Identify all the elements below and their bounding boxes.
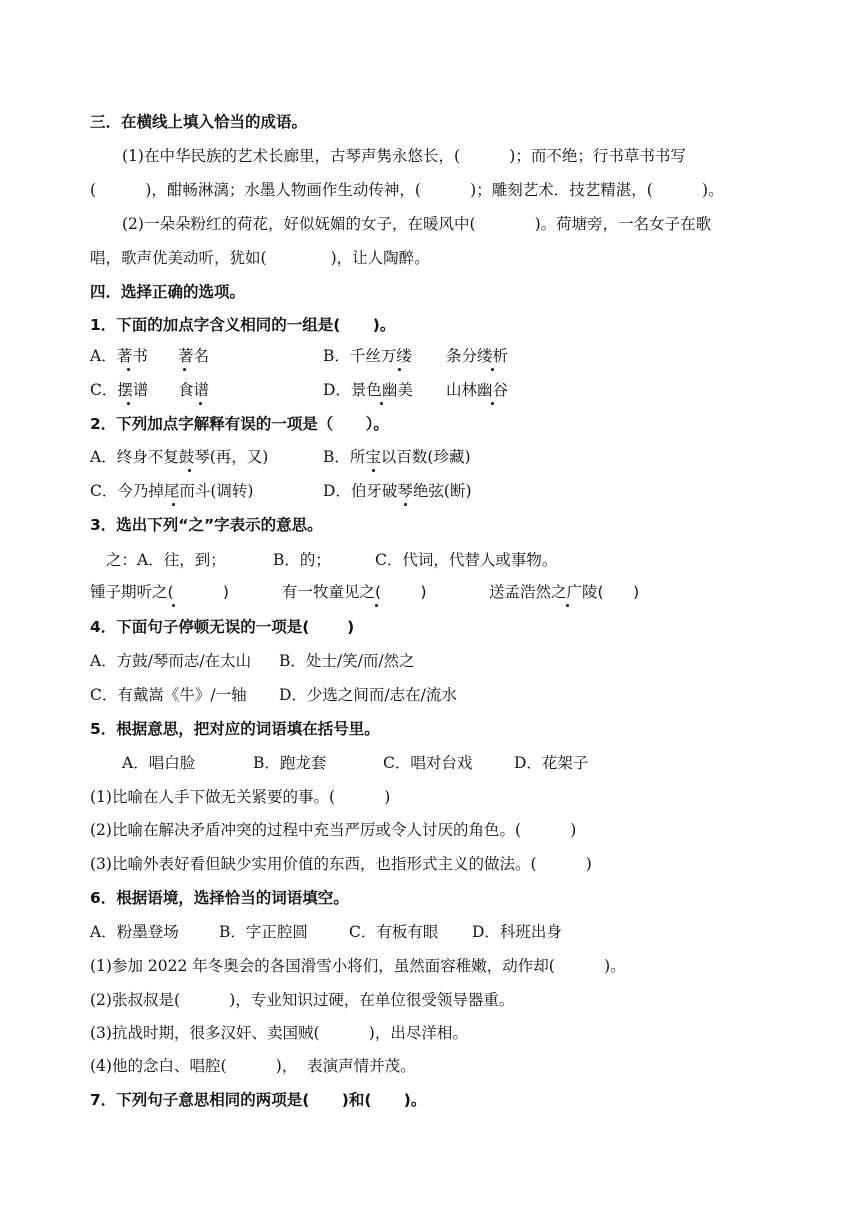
q6-item-2: (2)张叔叔是( )，专业知识过硬，在单位很受领导器重。	[90, 991, 515, 1009]
q6-item-4: (4)他的念白、唱腔( )， 表演声情并茂。	[90, 1057, 416, 1075]
q4-option-a: A．方鼓/琴而志/在太山	[90, 652, 252, 670]
q2-option-a: A．终身不复鼓琴(再，又)	[90, 448, 269, 466]
question-6-stem: 6．根据语境，选择恰当的词语填空。	[90, 889, 349, 907]
emphasis-dot	[188, 465, 191, 468]
q1-option-a-word-2: 著名	[178, 347, 210, 365]
q6-option-a: A．粉墨登场	[90, 923, 179, 941]
q4-option-b: B．处士/笑/而/然之	[279, 652, 415, 670]
q6-option-c: C．有板有眼	[349, 923, 439, 941]
emphasis-dot	[172, 600, 175, 603]
q3-sentence-3: 送孟浩然之广陵( )	[489, 583, 640, 601]
q1-option-c-word-2: 食谱	[178, 381, 210, 399]
q1-option-a-word-1	[90, 346, 148, 366]
section-4-heading: 四．选择正确的选项。	[90, 283, 246, 301]
q3-sentence-2: 有一牧童见之( )	[282, 583, 427, 601]
q6-item-3: (3)抗战时期，很多汉奸、卖国贼( )，出尽洋相。	[90, 1024, 468, 1042]
section-3-paragraph-2-line-1: (2)一朵朵粉红的荷花，好似妩媚的女子，在暖风中( )。荷塘旁，一名女子在歌	[122, 215, 712, 233]
q5-option-a: A．唱白脸	[122, 754, 196, 772]
emphasis-dot	[199, 398, 202, 401]
question-7-stem: 7．下列句子意思相同的两项是( )和( )。	[90, 1091, 427, 1109]
q1-option-c-word-1: C．摆谱	[90, 381, 149, 399]
q5-item-3: (3)比喻外表好看但缺少实用价值的东西，也指形式主义的做法。( )	[90, 855, 592, 873]
section-3-heading: 三．在横线上填入恰当的成语。	[90, 113, 308, 131]
q3-definition-c: C．代词，代替人或事物。	[375, 551, 558, 569]
emphasis-dot	[372, 465, 375, 468]
question-1-stem: 1．下面的加点字含义相同的一组是( )。	[90, 316, 396, 334]
q1-option-d-word-1: D．景色幽美	[323, 381, 413, 399]
q5-item-2: (2)比喻在解决矛盾冲突的过程中充当严厉或令人讨厌的角色。( )	[90, 821, 577, 839]
emphasis-dot	[127, 364, 130, 367]
emphasis-dot	[566, 600, 569, 603]
question-4-stem: 4．下面句子停顿无误的一项是( )	[90, 618, 355, 636]
emphasis-dot	[398, 364, 401, 367]
q3-definition-b: B．的；	[273, 551, 331, 569]
q6-item-1: (1)参加 2022 年冬奥会的各国滑雪小将们，虽然面容稚嫩，动作却( )。	[90, 957, 626, 975]
emphasis-dot	[491, 364, 494, 367]
q4-option-d: D．少选之间而/志在/流水	[279, 686, 457, 704]
section-3-paragraph-2-line-2: 唱，歌声优美动听，犹如( )，让人陶醉。	[90, 249, 430, 267]
section-3-paragraph-1-line-1: (1)在中华民族的艺术长廊里，古琴声隽永悠长，( )；而不绝；行书草书书写	[122, 147, 686, 165]
q1-option-a-word-1-text: A．著书	[90, 347, 148, 365]
q2-option-b: B．所宝以百数(珍藏)	[323, 448, 471, 466]
emphasis-dot	[404, 499, 407, 502]
q1-option-b-word-1: B．千丝万缕	[323, 347, 412, 365]
q6-option-b: B．字正腔圆	[219, 923, 308, 941]
question-3-stem: 3．选出下列“之”字表示的意思。	[90, 516, 323, 534]
q3-definition-a: 之：A．往，到；	[106, 551, 226, 569]
q5-option-d: D．花架子	[514, 754, 589, 772]
q6-option-d: D．科班出身	[472, 923, 562, 941]
emphasis-dot	[375, 600, 378, 603]
q2-option-d: D．伯牙破琴绝弦(断)	[323, 482, 472, 500]
q4-option-c: C．有戴嵩《牛》/一轴	[90, 686, 247, 704]
q3-sentence-1: 锺子期听之( )	[90, 583, 229, 601]
question-2-stem: 2．下列加点字解释有误的一项是（ ）。	[90, 415, 389, 433]
emphasis-dot	[491, 398, 494, 401]
q5-item-1: (1)比喻在人手下做无关紧要的事。( )	[90, 788, 391, 806]
emphasis-dot	[183, 364, 186, 367]
q5-option-b: B．跑龙套	[253, 754, 327, 772]
section-3-paragraph-1-line-2: ( )，酣畅淋漓；水墨人物画作生动传神，( )；雕刻艺术．技艺精湛，( )。	[90, 181, 724, 199]
q5-option-c: C．唱对台戏	[383, 754, 473, 772]
q2-option-c: C．今乃掉尾而斗(调转)	[90, 482, 254, 500]
q1-option-d-word-2: 山林幽谷	[446, 381, 509, 399]
question-5-stem: 5．根据意思，把对应的词语填在括号里。	[90, 720, 380, 738]
emphasis-dot	[172, 499, 175, 502]
emphasis-dot	[380, 398, 383, 401]
q1-option-b-word-2: 条分缕析	[446, 347, 509, 365]
emphasis-dot	[127, 398, 130, 401]
